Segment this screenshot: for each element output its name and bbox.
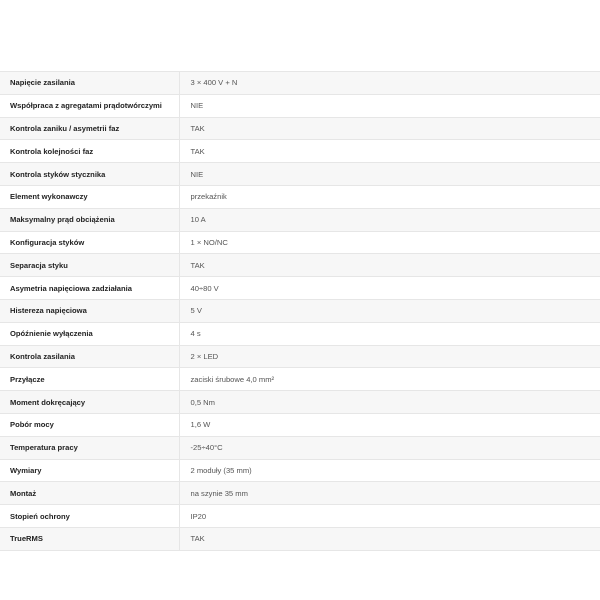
spec-label: Wymiary	[0, 459, 179, 482]
spec-value: 2 moduły (35 mm)	[179, 459, 600, 482]
spec-label: Kontrola kolejności faz	[0, 140, 179, 163]
spec-value: 10 A	[179, 208, 600, 231]
spec-value: przekaźnik	[179, 185, 600, 208]
spec-value: NIE	[179, 94, 600, 117]
spec-row	[0, 277, 600, 300]
spec-row	[0, 185, 600, 208]
spec-value: TAK	[179, 117, 600, 140]
spec-row	[0, 368, 600, 391]
spec-row	[0, 140, 600, 163]
spec-value: TAK	[179, 254, 600, 277]
spec-row	[0, 163, 600, 186]
spec-value: 40÷80 V	[179, 277, 600, 300]
spec-label: Stopień ochrony	[0, 505, 179, 528]
spec-label: Element wykonawczy	[0, 185, 179, 208]
spec-label: TrueRMS	[0, 527, 179, 550]
spec-value: 1 × NO/NC	[179, 231, 600, 254]
spec-value: TAK	[179, 140, 600, 163]
spec-value: TAK	[179, 527, 600, 550]
spec-value: NIE	[179, 163, 600, 186]
spec-row	[0, 254, 600, 277]
spec-row	[0, 505, 600, 528]
spec-label: Histereza napięciowa	[0, 299, 179, 322]
spec-value: 1,6 W	[179, 413, 600, 436]
spec-row	[0, 72, 600, 95]
spec-row	[0, 94, 600, 117]
spec-value: 2 × LED	[179, 345, 600, 368]
spec-value: zaciski śrubowe 4,0 mm²	[179, 368, 600, 391]
spec-label: Pobór mocy	[0, 413, 179, 436]
specification-table-body	[0, 72, 600, 551]
spec-label: Konfiguracja styków	[0, 231, 179, 254]
spec-row	[0, 459, 600, 482]
spec-label: Maksymalny prąd obciążenia	[0, 208, 179, 231]
spec-label: Kontrola styków stycznika	[0, 163, 179, 186]
spec-row	[0, 322, 600, 345]
spec-row	[0, 413, 600, 436]
spec-value: -25÷40°C	[179, 436, 600, 459]
spec-row	[0, 527, 600, 550]
spec-label: Współpraca z agregatami prądotwórczymi	[0, 94, 179, 117]
spec-label: Temperatura pracy	[0, 436, 179, 459]
spec-value: 0,5 Nm	[179, 391, 600, 414]
spec-row	[0, 482, 600, 505]
spec-value: 5 V	[179, 299, 600, 322]
spec-label: Montaż	[0, 482, 179, 505]
spec-value: 3 × 400 V + N	[179, 72, 600, 95]
spec-row	[0, 299, 600, 322]
spec-row	[0, 391, 600, 414]
spec-row	[0, 231, 600, 254]
spec-label: Przyłącze	[0, 368, 179, 391]
spec-value: 4 s	[179, 322, 600, 345]
spec-row	[0, 117, 600, 140]
spec-label: Napięcie zasilania	[0, 72, 179, 95]
specification-table	[0, 71, 600, 551]
spec-row	[0, 436, 600, 459]
spec-row	[0, 208, 600, 231]
spec-label: Kontrola zasilania	[0, 345, 179, 368]
spec-label: Kontrola zaniku / asymetrii faz	[0, 117, 179, 140]
spec-label: Asymetria napięciowa zadziałania	[0, 277, 179, 300]
spec-value: na szynie 35 mm	[179, 482, 600, 505]
spec-label: Separacja styku	[0, 254, 179, 277]
spec-value: IP20	[179, 505, 600, 528]
spec-row	[0, 345, 600, 368]
spec-label: Opóźnienie wyłączenia	[0, 322, 179, 345]
spec-label: Moment dokręcający	[0, 391, 179, 414]
